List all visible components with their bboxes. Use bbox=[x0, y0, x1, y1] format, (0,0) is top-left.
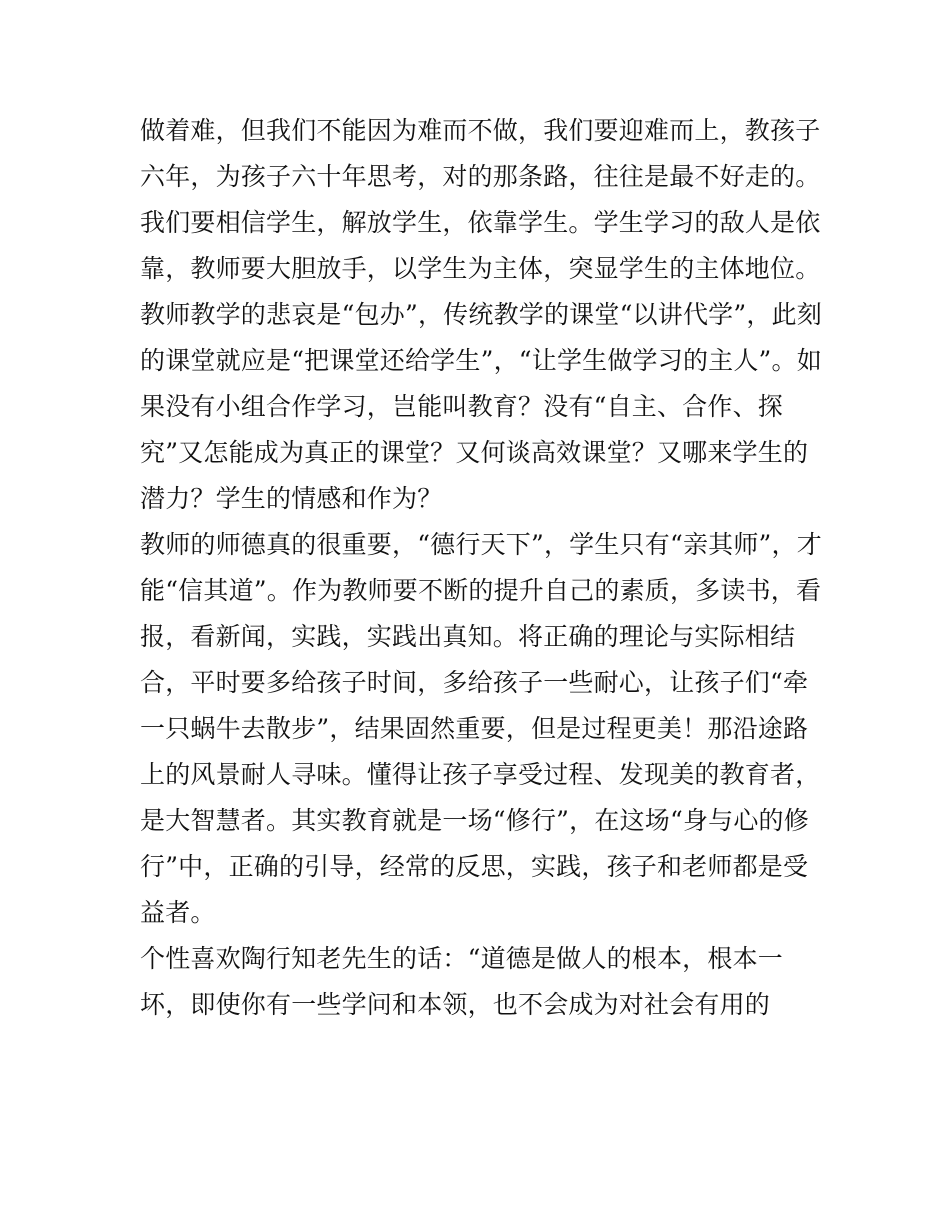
text-line: 教师教学的悲哀是“包办”，传统教学的课堂“以讲代学”，此刻 bbox=[140, 300, 822, 329]
text-line: 个性喜欢陶行知老先生的话：“道德是做人的根本，根本一 bbox=[140, 944, 783, 973]
text-line: 能“信其道”。作为教师要不断的提升自己的素质，多读书，看 bbox=[140, 576, 822, 605]
text-line: 做着难，但我们不能因为难而不做，我们要迎难而上，教孩子 bbox=[140, 116, 821, 145]
text-line: 靠，教师要大胆放手，以学生为主体，突显学生的主体地位。 bbox=[140, 254, 821, 283]
text-line: 我们要相信学生，解放学生，依靠学生。学生学习的敌人是依 bbox=[140, 208, 821, 237]
text-line: 的课堂就应是“把课堂还给学生”，“让学生做学习的主人”。如 bbox=[140, 346, 822, 375]
text-line: 报，看新闻，实践，实践出真知。将正确的理论与实际相结 bbox=[140, 622, 796, 651]
text-line: 是大智慧者。其实教育就是一场“修行”，在这场“身与心的修 bbox=[140, 806, 809, 835]
document-body bbox=[140, 108, 820, 1028]
text-line: 行”中，正确的引导，经常的反思，实践，孩子和老师都是受 bbox=[140, 852, 809, 881]
text-line: 一只蜗牛去散步”，结果固然重要，但是过程更美！那沿途路 bbox=[140, 714, 809, 743]
text-line: 教师的师德真的很重要，“德行天下”，学生只有“亲其师”，才 bbox=[140, 530, 822, 559]
text-line: 究”又怎能成为真正的课堂？又何谈高效课堂？又哪来学生的 bbox=[140, 438, 809, 467]
text-line: 益者。 bbox=[140, 898, 216, 927]
text-line: 六年，为孩子六十年思考，对的那条路，往往是最不好走的。 bbox=[140, 162, 821, 191]
text-line: 坏，即使你有一些学问和本领，也不会成为对社会有用的 bbox=[140, 990, 771, 1019]
text-line: 潜力？学生的情感和作为？ bbox=[140, 484, 443, 513]
text-line: 合，平时要多给孩子时间，多给孩子一些耐心，让孩子们“牵 bbox=[140, 668, 809, 697]
text-line: 上的风景耐人寻味。懂得让孩子享受过程、发现美的教育者， bbox=[140, 760, 821, 789]
text-line: 果没有小组合作学习，岂能叫教育？没有“自主、合作、探 bbox=[140, 392, 783, 421]
